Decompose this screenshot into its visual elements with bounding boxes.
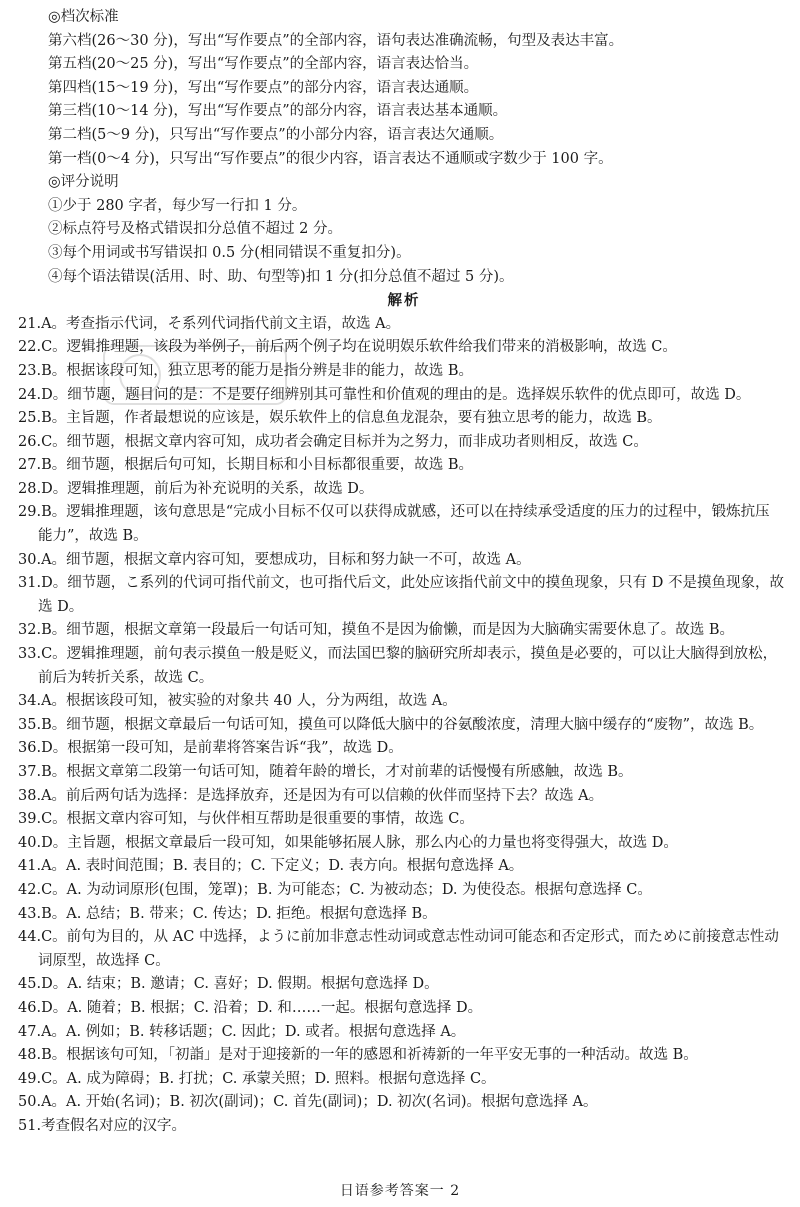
criteria-level-1: 第一档(0～4 分)，只写出“写作要点”的很少内容，语言表达不通顺或字数少于 100 字。 bbox=[48, 150, 613, 167]
note-item-1: ①少于 280 字者，每少写一行扣 1 分。 bbox=[48, 197, 307, 214]
analysis-item bbox=[18, 1115, 790, 1139]
analysis-item-text: C。逻辑推理题，该段为举例子，前后两个例子均在说明娱乐软件给我们带来的消极影响，故选 C。 bbox=[41, 339, 677, 356]
analysis-item bbox=[18, 478, 790, 502]
analysis-item-number: 27. bbox=[18, 457, 42, 474]
note-item-4: ④每个语法错误(活用、时、助、句型等)扣 1 分(扣分总值不超过 5 分)。 bbox=[48, 268, 514, 285]
criteria-level-5: 第五档(20～25 分)，写出“写作要点”的全部内容，语言表达恰当。 bbox=[48, 56, 479, 73]
analysis-item-number: 51. bbox=[18, 1117, 42, 1134]
analysis-item bbox=[18, 431, 790, 455]
analysis-item-line bbox=[18, 572, 790, 596]
analysis-item-number: 24. bbox=[18, 386, 42, 403]
analysis-item bbox=[18, 714, 790, 738]
analysis-item-line bbox=[18, 832, 790, 856]
analysis-item bbox=[18, 454, 790, 478]
analysis-item bbox=[18, 761, 790, 785]
analysis-item bbox=[18, 926, 790, 973]
analysis-item-text: B。细节题，根据文章最后一句话可知，摸鱼可以降低大脑中的谷氨酸浓度，清理大脑中缓存的“废物”，故选 B。 bbox=[41, 716, 764, 733]
analysis-item bbox=[18, 785, 790, 809]
analysis-item-text: A。考查指示代词，そ系列代词指代前文主语，故选 A。 bbox=[41, 315, 401, 332]
analysis-item-text: B。根据文章第二段第一句话可知，随着年龄的增长，才对前辈的话慢慢有所感触，故选 B。 bbox=[41, 764, 633, 780]
criteria-level-6: 第六档(26～30 分)，写出“写作要点”的全部内容，语句表达准确流畅，句型及表达丰富。 bbox=[48, 32, 624, 49]
analysis-item bbox=[18, 407, 790, 431]
analysis-item-line bbox=[18, 313, 790, 337]
analysis-item-number: 23. bbox=[18, 362, 42, 379]
analysis-item bbox=[18, 619, 790, 643]
analysis-item-text: D。细节题，こ系列的代词可指代前文，也可指代后文，此处应该指代前文中的摸鱼现象，只有 D 不是摸鱼现象，故 bbox=[41, 575, 785, 592]
analysis-item-line bbox=[18, 879, 790, 903]
analysis-item-number: 30. bbox=[18, 551, 42, 568]
analysis-item-line bbox=[18, 431, 790, 455]
analysis-item-text: C。A. 成为障碍；B. 打扰；C. 承蒙关照；D. 照料。根据句意选择 C。 bbox=[41, 1070, 496, 1087]
notes-heading: ◎评分说明 bbox=[48, 174, 119, 191]
analysis-item-number: 22. bbox=[18, 339, 42, 356]
analysis-item bbox=[18, 549, 790, 573]
analysis-item bbox=[18, 336, 790, 360]
criteria-level-3: 第三档(10～14 分)，写出“写作要点”的部分内容，语言表达基本通顺。 bbox=[48, 103, 508, 120]
analysis-item-number: 37. bbox=[18, 764, 42, 780]
analysis-item-line bbox=[18, 973, 790, 997]
analysis-item-number: 32. bbox=[18, 622, 42, 639]
document-content bbox=[18, 6, 790, 1139]
analysis-item bbox=[18, 1044, 790, 1068]
analysis-item-text: A。根据该段可知，被实验的对象共 40 人，分为两组，故选 A。 bbox=[41, 693, 457, 710]
analysis-item-continuation: 词原型，故选择 C。 bbox=[38, 952, 170, 969]
analysis-item-line bbox=[18, 1115, 790, 1139]
analysis-item-text: D。细节题，题目问的是：不是要仔细辨别其可靠性和价值观的理由的是。选择娱乐软件的优点即可，故选 D。 bbox=[41, 386, 751, 403]
analysis-item-continuation: 能力”，故选 B。 bbox=[38, 528, 148, 545]
analysis-item bbox=[18, 997, 790, 1021]
analysis-list bbox=[18, 313, 790, 1139]
analysis-item-number: 39. bbox=[18, 811, 42, 828]
analysis-item-line bbox=[18, 1068, 790, 1092]
analysis-item-number: 34. bbox=[18, 693, 42, 710]
criteria-heading: ◎档次标准 bbox=[48, 9, 119, 25]
analysis-item bbox=[18, 643, 790, 690]
analysis-item bbox=[18, 1068, 790, 1092]
analysis-item-text: 考查假名对应的汉字。 bbox=[41, 1117, 187, 1134]
analysis-item-text: A。A. 表时间范围；B. 表目的；C. 下定义；D. 表方向。根据句意选择 A。 bbox=[41, 858, 524, 875]
analysis-item-line bbox=[18, 643, 790, 667]
analysis-item-text: C。A. 为动词原形(包围，笼罩)；B. 为可能态；C. 为被动态；D. 为使役态。根据句意选择 C。 bbox=[41, 881, 652, 898]
analysis-item-number: 33. bbox=[18, 646, 42, 663]
analysis-item-text: B。主旨题，作者最想说的应该是，娱乐软件上的信息鱼龙混杂，要有独立思考的能力，故选 B。 bbox=[41, 410, 662, 427]
analysis-item bbox=[18, 832, 790, 856]
analysis-item bbox=[18, 737, 790, 761]
analysis-item-number: 43. bbox=[18, 905, 42, 922]
analysis-item-line bbox=[18, 407, 790, 431]
analysis-item-line bbox=[18, 501, 790, 525]
analysis-item-line bbox=[18, 336, 790, 360]
page-footer: 日语参考答案一 2 bbox=[339, 1183, 461, 1199]
analysis-item-text: B。细节题，根据后句可知，长期目标和小目标都很重要，故选 B。 bbox=[41, 457, 473, 474]
analysis-item bbox=[18, 903, 790, 927]
analysis-item bbox=[18, 360, 790, 384]
analysis-item-continuation: 选 D。 bbox=[38, 598, 84, 615]
analysis-item bbox=[18, 1091, 790, 1115]
analysis-item-line bbox=[18, 1044, 790, 1068]
analysis-item-number: 50. bbox=[18, 1094, 42, 1111]
analysis-item-line bbox=[18, 903, 790, 927]
analysis-item-line bbox=[18, 690, 790, 714]
analysis-item-text: B。细节题，根据文章第一段最后一句话可知，摸鱼不是因为偷懒，而是因为大脑确实需要休息了。故选 B。 bbox=[41, 622, 734, 639]
analysis-item-number: 21. bbox=[18, 315, 42, 332]
analysis-item-number: 45. bbox=[18, 976, 42, 993]
analysis-title: 解析 bbox=[387, 292, 421, 310]
analysis-item-line bbox=[18, 926, 790, 950]
analysis-item-number: 29. bbox=[18, 504, 42, 521]
analysis-item-text: D。A. 随着；B. 根据；C. 沿着；D. 和……一起。根据句意选择 D。 bbox=[41, 999, 483, 1016]
analysis-item-line bbox=[18, 384, 790, 408]
analysis-item-text: A。前后两句话为选择：是选择放弃，还是因为有可以信赖的伙伴而坚持下去？故选 A。 bbox=[41, 787, 604, 804]
analysis-item bbox=[18, 572, 790, 619]
analysis-item-text: A。细节题，根据文章内容可知，要想成功，目标和努力缺一不可，故选 A。 bbox=[41, 551, 531, 568]
analysis-item-text: C。细节题，根据文章内容可知，成功者会确定目标并为之努力，而非成功者则相反，故选 C。 bbox=[41, 433, 648, 450]
analysis-item-number: 49. bbox=[18, 1070, 42, 1087]
analysis-item-number: 42. bbox=[18, 881, 42, 898]
analysis-item-text: D。主旨题，根据文章最后一段可知，如果能够拓展人脉，那么内心的力量也将变得强大，故选 D。 bbox=[41, 834, 678, 851]
analysis-item-line bbox=[18, 619, 790, 643]
analysis-item-line bbox=[18, 997, 790, 1021]
analysis-item-line bbox=[18, 855, 790, 879]
analysis-item bbox=[18, 501, 790, 548]
analysis-item-line bbox=[18, 454, 790, 478]
analysis-item bbox=[18, 879, 790, 903]
analysis-item-text: C。逻辑推理题，前句表示摸鱼一般是贬义，而法国巴黎的脑研究所却表示，摸鱼是必要的，可以让大脑得到放松， bbox=[41, 646, 778, 663]
note-item-3: ③每个用词或书写错误扣 0.5 分(相同错误不重复扣分)。 bbox=[48, 244, 411, 261]
analysis-item-line bbox=[18, 714, 790, 738]
analysis-item-text: A。A. 开始(名词)；B. 初次(副词)；C. 首先(副词)；D. 初次(名词)。根据句意选择 A。 bbox=[41, 1094, 598, 1111]
analysis-item-line bbox=[18, 1021, 790, 1045]
analysis-item bbox=[18, 690, 790, 714]
analysis-item-text: A。A. 例如；B. 转移话题；C. 因此；D. 或者。根据句意选择 A。 bbox=[41, 1023, 466, 1040]
analysis-item-text: B。根据该段可知，独立思考的能力是指分辨是非的能力，故选 B。 bbox=[41, 362, 473, 379]
criteria-level-4: 第四档(15～19 分)，写出“写作要点”的部分内容，语言表达通顺。 bbox=[48, 79, 479, 96]
analysis-item-number: 35. bbox=[18, 716, 42, 733]
analysis-item-line bbox=[18, 761, 790, 785]
analysis-item bbox=[18, 855, 790, 879]
analysis-item-number: 48. bbox=[18, 1047, 42, 1064]
analysis-item bbox=[18, 384, 790, 408]
analysis-item-number: 25. bbox=[18, 410, 42, 427]
criteria-level-2: 第二档(5～9 分)，只写出“写作要点”的小部分内容，语言表达欠通顺。 bbox=[48, 126, 504, 143]
analysis-item-continuation: 前后为转折关系，故选 C。 bbox=[38, 669, 214, 686]
analysis-item-text: B。逻辑推理题，该句意思是“完成小目标不仅可以获得成就感，还可以在持续承受适度的压力的过程中，锻炼抗压 bbox=[41, 504, 770, 521]
analysis-item-text: B。A. 总结；B. 带来；C. 传达；D. 拒绝。根据句意选择 B。 bbox=[41, 905, 437, 922]
analysis-item-line bbox=[18, 808, 790, 832]
analysis-item-number: 36. bbox=[18, 740, 42, 757]
analysis-item-line bbox=[18, 785, 790, 809]
analysis-item bbox=[18, 973, 790, 997]
analysis-item-line bbox=[18, 549, 790, 573]
analysis-item-text: D。逻辑推理题，前后为补充说明的关系，故选 D。 bbox=[41, 480, 374, 497]
analysis-item-line bbox=[18, 1091, 790, 1115]
analysis-item-text: B。根据该句可知，「初詣」是对于迎接新的一年的感恩和祈祷新的一年平安无事的一种活动。故选 B。 bbox=[41, 1047, 698, 1064]
analysis-item-number: 40. bbox=[18, 834, 42, 851]
analysis-item-line bbox=[18, 360, 790, 384]
analysis-item-text: D。根据第一段可知，是前辈将答案告诉“我”，故选 D。 bbox=[41, 740, 403, 757]
analysis-item-line bbox=[18, 737, 790, 761]
analysis-item-text: C。根据文章内容可知，与伙伴相互帮助是很重要的事情，故选 C。 bbox=[41, 811, 474, 828]
analysis-item-line bbox=[18, 478, 790, 502]
analysis-item-number: 44. bbox=[18, 929, 42, 946]
analysis-item bbox=[18, 313, 790, 337]
analysis-item-number: 26. bbox=[18, 433, 42, 450]
analysis-item-number: 47. bbox=[18, 1023, 42, 1040]
analysis-item-number: 31. bbox=[18, 575, 42, 592]
analysis-item-text: D。A. 结束；B. 邀请；C. 喜好；D. 假期。根据句意选择 D。 bbox=[41, 976, 439, 993]
analysis-item-number: 41. bbox=[18, 858, 42, 875]
analysis-item-number: 38. bbox=[18, 787, 42, 804]
analysis-item-number: 46. bbox=[18, 999, 42, 1016]
note-item-2: ②标点符号及格式错误扣分总值不超过 2 分。 bbox=[48, 221, 342, 238]
analysis-item-text: C。前句为目的，从 AC 中选择，ように前加非意志性动词或意志性动词可能态和否定形式，而ために前接意志性动 bbox=[41, 929, 779, 946]
analysis-item-number: 28. bbox=[18, 480, 42, 497]
analysis-item bbox=[18, 808, 790, 832]
analysis-item bbox=[18, 1021, 790, 1045]
